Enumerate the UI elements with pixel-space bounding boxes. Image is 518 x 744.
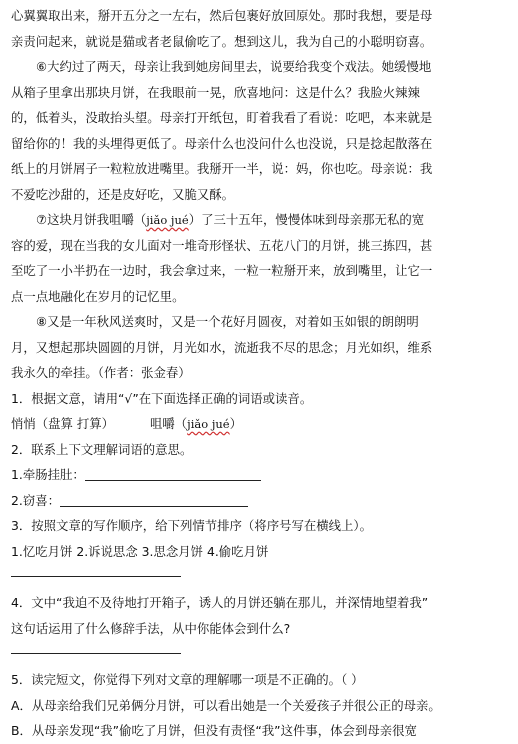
- paragraph-6-line: 不爱吃沙甜的，还是皮好吃，又脆又酥。: [11, 186, 235, 202]
- paragraph-7-text: ⑦这块月饼我咀嚼（: [36, 212, 147, 227]
- paragraph-6-line: 的，低着头，没敢抬头望。母亲打开纸包，盯着我看了看说：吃吧，本来就是: [11, 110, 433, 125]
- question-2-item-label: 2.窃喜：: [11, 492, 60, 508]
- question-2-item-label: 1.牵肠挂肚：: [11, 467, 85, 482]
- article-line: 亲责问起来，就说是猫或者老鼠偷吃了。想到这儿，我为自己的小聪明窃喜。: [11, 33, 433, 49]
- answer-blank[interactable]: [85, 468, 261, 481]
- answer-blank[interactable]: [11, 564, 181, 577]
- question-5: 5．读完短文，你觉得下列对文章的理解哪一项是不正确的。（ ）: [11, 672, 364, 687]
- question-4-line: 这句话运用了什么修辞手法，从中你能体会到什么?: [11, 620, 291, 636]
- question-4-line: 4．文中“我迫不及待地打开箱子，诱人的月饼还躺在那儿，并深情地望着我”: [11, 595, 429, 610]
- article-line: 心翼翼取出来，掰开五分之一左右，然后包裹好放回原处。那时我想，要是母: [11, 8, 433, 23]
- paragraph-7-line: 点一点地融化在岁月的记忆里。: [11, 288, 185, 304]
- answer-blank[interactable]: [60, 494, 248, 507]
- option-pinyin-suffix: ）: [229, 416, 243, 431]
- question-5-option-a[interactable]: A．从母亲给我们兄弟俩分月饼，可以看出她是一个关爱孩子并很公正的母亲。: [11, 697, 441, 713]
- paragraph-7-line: [11, 207, 504, 233]
- question-2: 2．联系上下文理解词语的意思。: [11, 441, 193, 457]
- question-2-item: [11, 462, 504, 488]
- paragraph-6-line: 留给你的！我的头埋得更低了。母亲什么也没问什么也没说，只是捻起散落在: [11, 135, 433, 151]
- paragraph-6-line: 从箱子里拿出那块月饼，在我眼前一晃，欣喜地问：这是什么？我脸火辣辣: [11, 84, 420, 100]
- answer-blank[interactable]: [11, 641, 181, 654]
- paragraph-7-line: 至吃了一小半扔在一边时，我会拿过来，一粒一粒掰开来，放到嘴里，让它一: [11, 263, 433, 278]
- question-1: 1．根据文意，请用“√”在下面选择正确的词语或读音。: [11, 390, 313, 406]
- option-pinyin-prefix: 咀嚼（: [149, 416, 188, 431]
- paragraph-6-line: ⑥大约过了两天，母亲让我到她房间里去，说要给我变个戏法。她缓慢地: [36, 59, 432, 74]
- question-3: 3．按照文章的写作顺序，给下列情节排序（将序号写在横线上）。: [11, 518, 373, 533]
- paragraph-7-line: 容的爱，现在当我的女儿面对一堆奇形怪状、五花八门的月饼，挑三拣四，甚: [11, 237, 433, 253]
- question-1-options: [11, 411, 504, 437]
- question-5-option-b[interactable]: B．从母亲发现“我”偷吃了月饼，但没有责怪“我”这件事，体会到母亲很宽: [11, 723, 417, 738]
- paragraph-8-line: 我永久的牵挂。（作者：张金春）: [11, 365, 191, 380]
- pinyin-annotation: jiǎo jué: [146, 213, 189, 227]
- question-2-item: [11, 488, 504, 514]
- paragraph-6-line: 纸上的月饼屑子一粒粒放进嘴里。我掰开一半，说：妈，你也吃。母亲说：我: [11, 161, 433, 176]
- option-pinyin-choice[interactable]: jiǎo jué: [187, 417, 230, 431]
- paragraph-7-text: ）了三十五年，慢慢体味到母亲那无私的宽: [188, 212, 425, 227]
- question-3-options: 1.忆吃月饼 2.诉说思念 3.思念月饼 4.偷吃月饼: [11, 543, 269, 559]
- paragraph-8-line: ⑧又是一年秋风送爽时，又是一个花好月圆夜，对着如玉如银的朗朗明: [36, 314, 419, 329]
- option-word-choice[interactable]: 悄悄（盘算 打算）: [11, 416, 115, 431]
- paragraph-8-line: 月，又想起那块圆圆的月饼，月光如水，流逝我不尽的思念；月光如织，维系: [11, 339, 433, 355]
